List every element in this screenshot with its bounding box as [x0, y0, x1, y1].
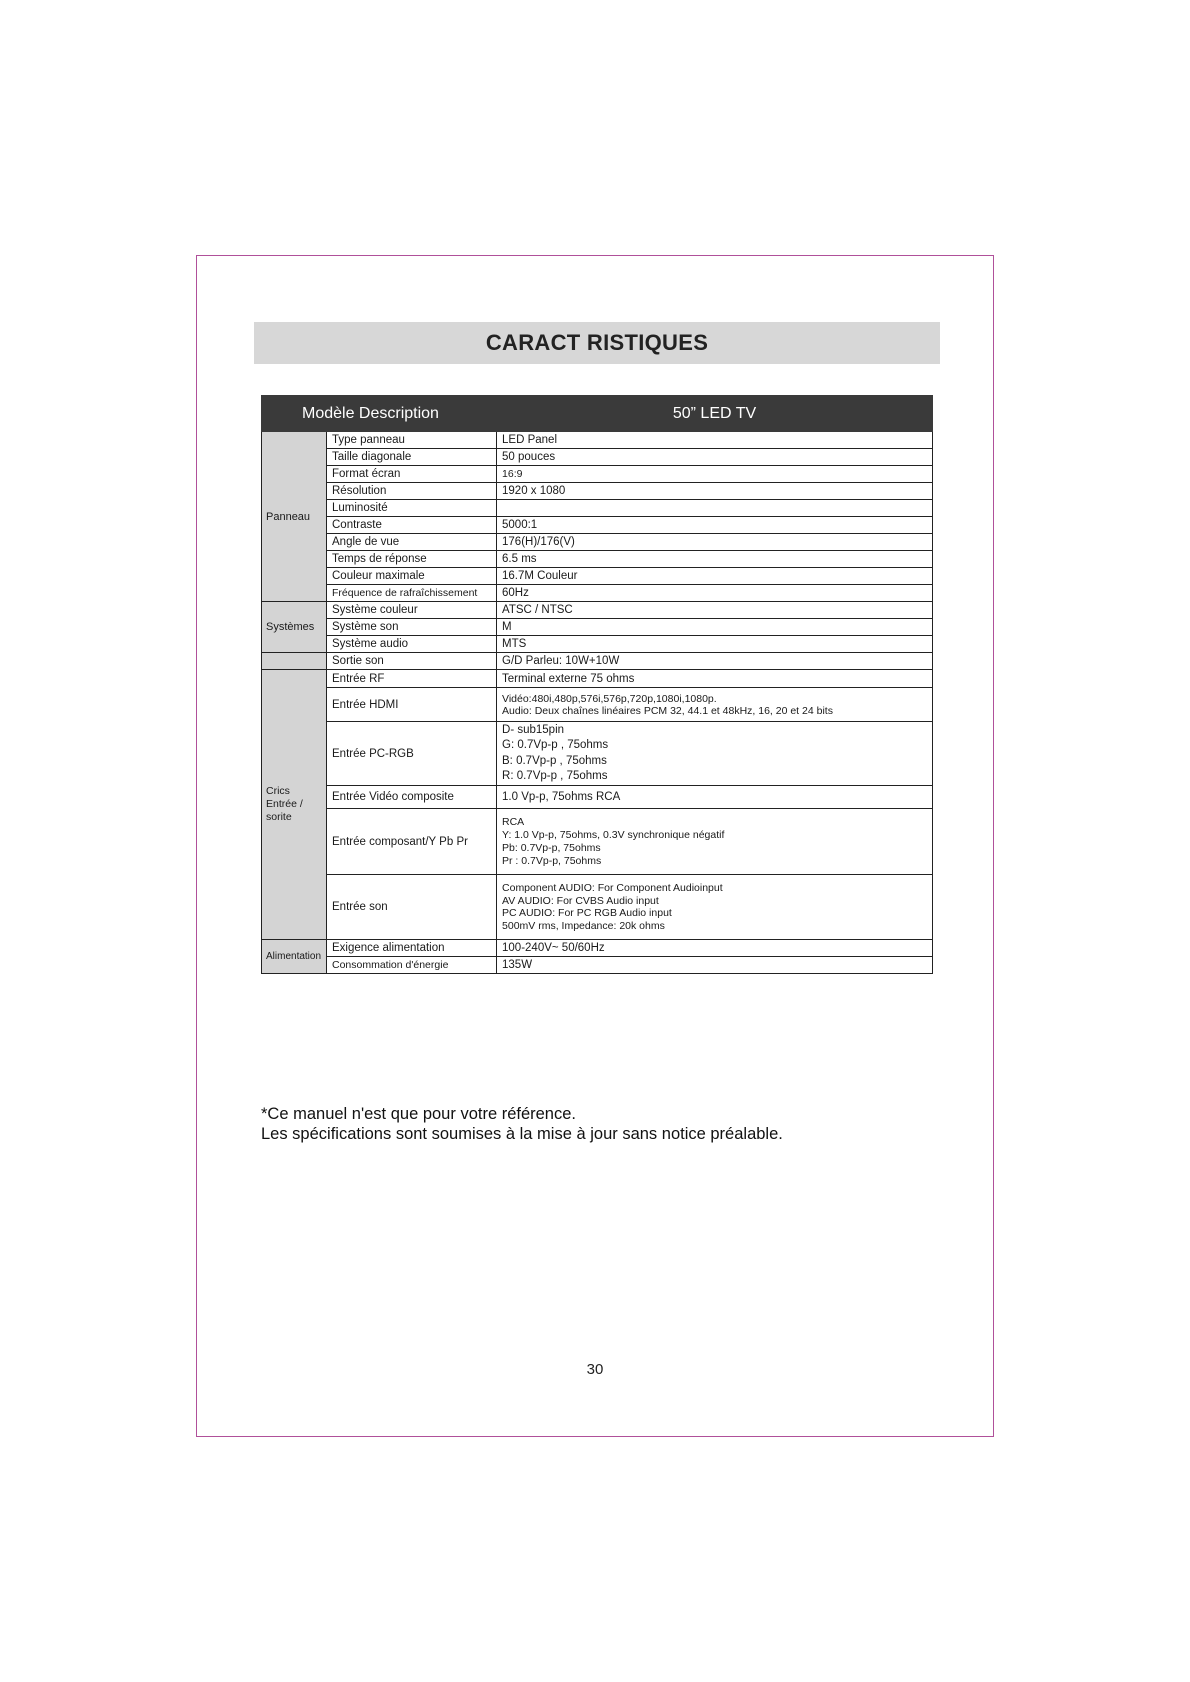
table-row: [262, 517, 933, 534]
table-row: [262, 602, 933, 619]
row-label: Entrée son: [327, 875, 497, 940]
page-number: 30: [586, 1361, 604, 1378]
table-row: [262, 653, 933, 670]
table-row: [262, 786, 933, 809]
row-value: [497, 500, 933, 517]
spec-table: [261, 395, 933, 974]
row-value: 60Hz: [497, 585, 933, 602]
table-row: [262, 585, 933, 602]
row-label: Entrée HDMI: [327, 688, 497, 722]
row-label: Luminosité: [327, 500, 497, 517]
value-line: Audio: Deux chaînes linéaires PCM 32, 44.1 et 48kHz, 16, 20 et 24 bits: [502, 704, 833, 717]
row-label: Consommation d'énergie: [327, 957, 497, 974]
row-label: Angle de vue: [327, 534, 497, 551]
row-value: [497, 809, 933, 875]
row-value: 16:9: [497, 466, 933, 483]
row-value: [497, 722, 933, 786]
table-row: [262, 432, 933, 449]
table-row: [262, 619, 933, 636]
group-alimentation: Alimentation: [262, 940, 327, 974]
row-value: 5000:1: [497, 517, 933, 534]
value-line: AV AUDIO: For CVBS Audio input: [502, 894, 659, 907]
row-value: 176(H)/176(V): [497, 534, 933, 551]
table-row: [262, 483, 933, 500]
value-line: Pb: 0.7Vp-p, 75ohms: [502, 841, 601, 854]
table-row: [262, 722, 933, 786]
reference-note: [261, 1104, 783, 1144]
value-line: Pr : 0.7Vp-p, 75ohms: [502, 854, 602, 867]
row-value: [497, 688, 933, 722]
row-label: Système audio: [327, 636, 497, 653]
table-row: [262, 466, 933, 483]
table-row: [262, 568, 933, 585]
table-row: [262, 809, 933, 875]
table-row: [262, 636, 933, 653]
row-label: Entrée composant/Y Pb Pr: [327, 809, 497, 875]
value-line: 500mV rms, Impedance: 20k ohms: [502, 919, 665, 932]
group-systemes: Systèmes: [262, 602, 327, 653]
row-value: 16.7M Couleur: [497, 568, 933, 585]
row-value: 50 pouces: [497, 449, 933, 466]
row-value: 6.5 ms: [497, 551, 933, 568]
row-label: Résolution: [327, 483, 497, 500]
value-line: R: 0.7Vp-p , 75ohms: [502, 770, 608, 782]
row-value: 1.0 Vp-p, 75ohms RCA: [497, 786, 933, 809]
table-row: [262, 957, 933, 974]
row-value: G/D Parleu: 10W+10W: [497, 653, 933, 670]
value-line: Vidéo:480i,480p,576i,576p,720p,1080i,1080p.: [502, 692, 717, 705]
group-crics: Crics Entrée / sorite: [262, 670, 327, 940]
row-label: Système couleur: [327, 602, 497, 619]
row-value: 135W: [497, 957, 933, 974]
row-value: MTS: [497, 636, 933, 653]
value-line: G: 0.7Vp-p , 75ohms: [502, 739, 609, 751]
row-label: Sortie son: [327, 653, 497, 670]
row-value: [497, 875, 933, 940]
table-row: [262, 670, 933, 688]
row-label: Temps de réponse: [327, 551, 497, 568]
row-label: Entrée RF: [327, 670, 497, 688]
header-product-name: 50” LED TV: [497, 396, 933, 432]
table-row: [262, 500, 933, 517]
row-label: Type panneau: [327, 432, 497, 449]
value-line: B: 0.7Vp-p , 75ohms: [502, 754, 607, 767]
row-label: Taille diagonale: [327, 449, 497, 466]
group-spacer: [262, 653, 327, 670]
value-line: RCA: [502, 815, 525, 828]
table-row: [262, 940, 933, 957]
row-label: Contraste: [327, 517, 497, 534]
note-line: *Ce manuel n'est que pour votre référence.: [261, 1105, 576, 1123]
table-row: [262, 551, 933, 568]
header-model-description: Modèle Description: [262, 396, 497, 432]
row-label: Entrée PC-RGB: [327, 722, 497, 786]
value-line: PC AUDIO: For PC RGB Audio input: [502, 907, 672, 919]
table-row: [262, 534, 933, 551]
row-label: Couleur maximale: [327, 568, 497, 585]
row-value: 1920 x 1080: [497, 483, 933, 500]
note-line: Les spécifications sont soumises à la mise à jour sans notice préalable.: [261, 1125, 783, 1143]
value-line: D- sub15pin: [502, 723, 565, 736]
table-row: [262, 449, 933, 466]
row-value: M: [497, 619, 933, 636]
row-label: Système son: [327, 619, 497, 636]
row-value: ATSC / NTSC: [497, 602, 933, 619]
page-title: CARACT RISTIQUES: [254, 322, 940, 364]
table-header: [262, 396, 933, 432]
row-value: 100-240V~ 50/60Hz: [497, 940, 933, 957]
row-label: Fréquence de rafraîchissement: [327, 585, 497, 602]
group-panneau: Panneau: [262, 432, 327, 602]
row-label: Format écran: [327, 466, 497, 483]
value-line: Y: 1.0 Vp-p, 75ohms, 0.3V synchronique négatif: [502, 828, 725, 841]
row-label: Exigence alimentation: [327, 940, 497, 957]
row-label: Entrée Vidéo composite: [327, 786, 497, 809]
row-value: LED Panel: [497, 432, 933, 449]
table-row: [262, 688, 933, 722]
value-line: Component AUDIO: For Component Audioinput: [502, 882, 723, 894]
row-value: Terminal externe 75 ohms: [497, 670, 933, 688]
table-row: [262, 875, 933, 940]
